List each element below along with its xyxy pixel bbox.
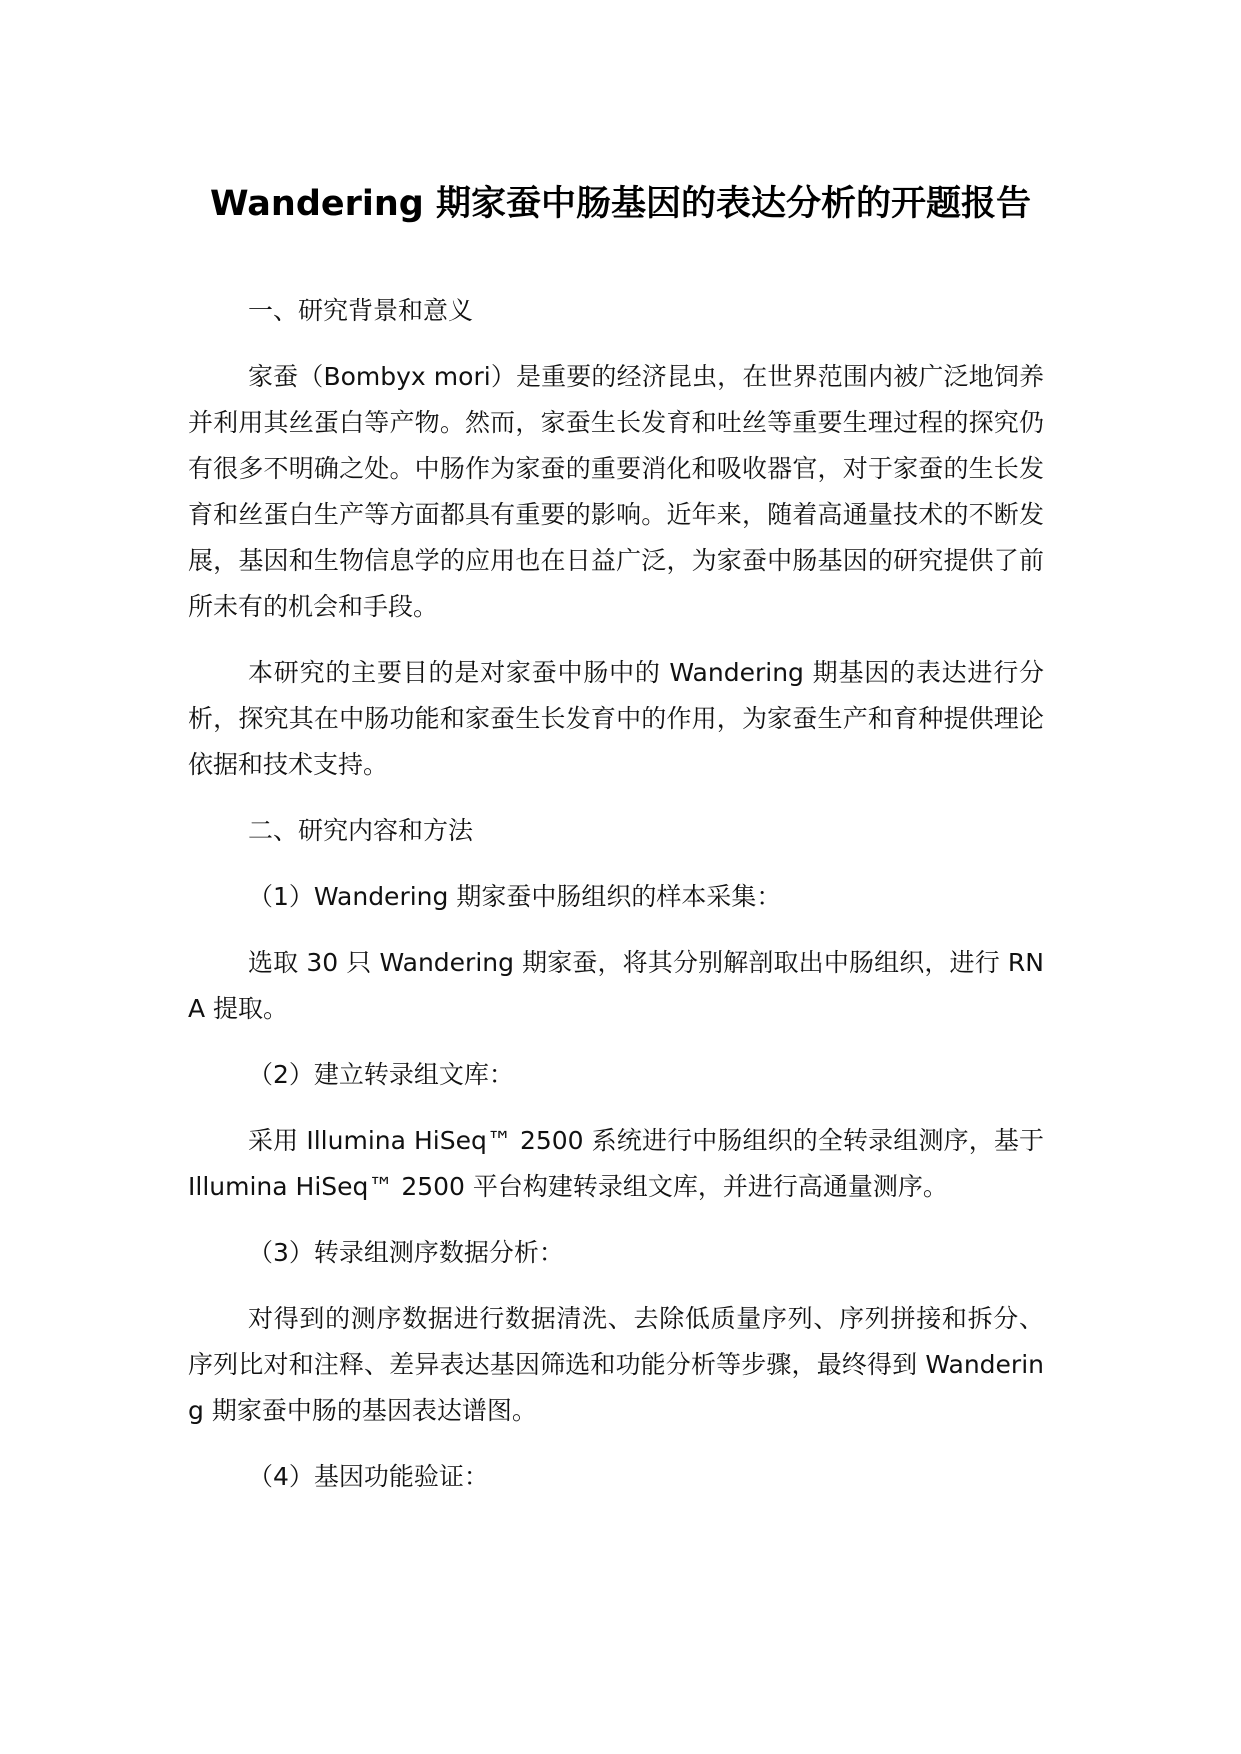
section-heading-methods: 二、研究内容和方法 <box>248 816 474 845</box>
paragraph-library: 采用 Illumina HiSeq™ 2500 系统进行中肠组织的全转录组测序，基于 Illumina HiSeq™ 2500 平台构建转录组文库，并进行高通量测序。 <box>188 1126 1044 1201</box>
paragraph-objective: 本研究的主要目的是对家蚕中肠中的 Wandering 期基因的表达进行分析，探究其在中肠功能和家蚕生长发育中的作用，为家蚕生产和育种提供理论依据和技术支持。 <box>188 658 1044 779</box>
document-title: Wandering 期家蚕中肠基因的表达分析的开题报告 <box>209 184 1032 224</box>
paragraph-data-analysis: 对得到的测序数据进行数据清洗、去除低质量序列、序列拼接和拆分、序列比对和注释、差异表达基因筛选和功能分析等步骤，最终得到 Wandering 期家蚕中肠的基因表达谱图。 <box>188 1304 1044 1425</box>
document-body <box>188 288 1044 1520</box>
section-heading-background: 一、研究背景和意义 <box>248 296 474 325</box>
subheading-validation: （4）基因功能验证： <box>248 1462 489 1491</box>
subheading-sample-collection: （1）Wandering 期家蚕中肠组织的样本采集： <box>248 882 782 911</box>
subheading-library: （2）建立转录组文库： <box>248 1060 514 1089</box>
paragraph-sample-collection: 选取 30 只 Wandering 期家蚕，将其分别解剖取出中肠组织，进行 RNA 提取。 <box>188 948 1044 1023</box>
paragraph-background: 家蚕（Bombyx mori）是重要的经济昆虫，在世界范围内被广泛地饲养并利用其丝蛋白等产物。然而，家蚕生长发育和吐丝等重要生理过程的探究仍有很多不明确之处。中肠作为家蚕的重要消化和吸收器官，对于家蚕的生长发育和丝蛋白生产等方面都具有重要的影响。近年来，随着高通量技术的不断发展，基因和生物信息学的应用也在日益广泛，为家蚕中肠基因的研究提供了前所未有的机会和手段。 <box>188 362 1044 621</box>
subheading-data-analysis: （3）转录组测序数据分析： <box>248 1238 564 1267</box>
